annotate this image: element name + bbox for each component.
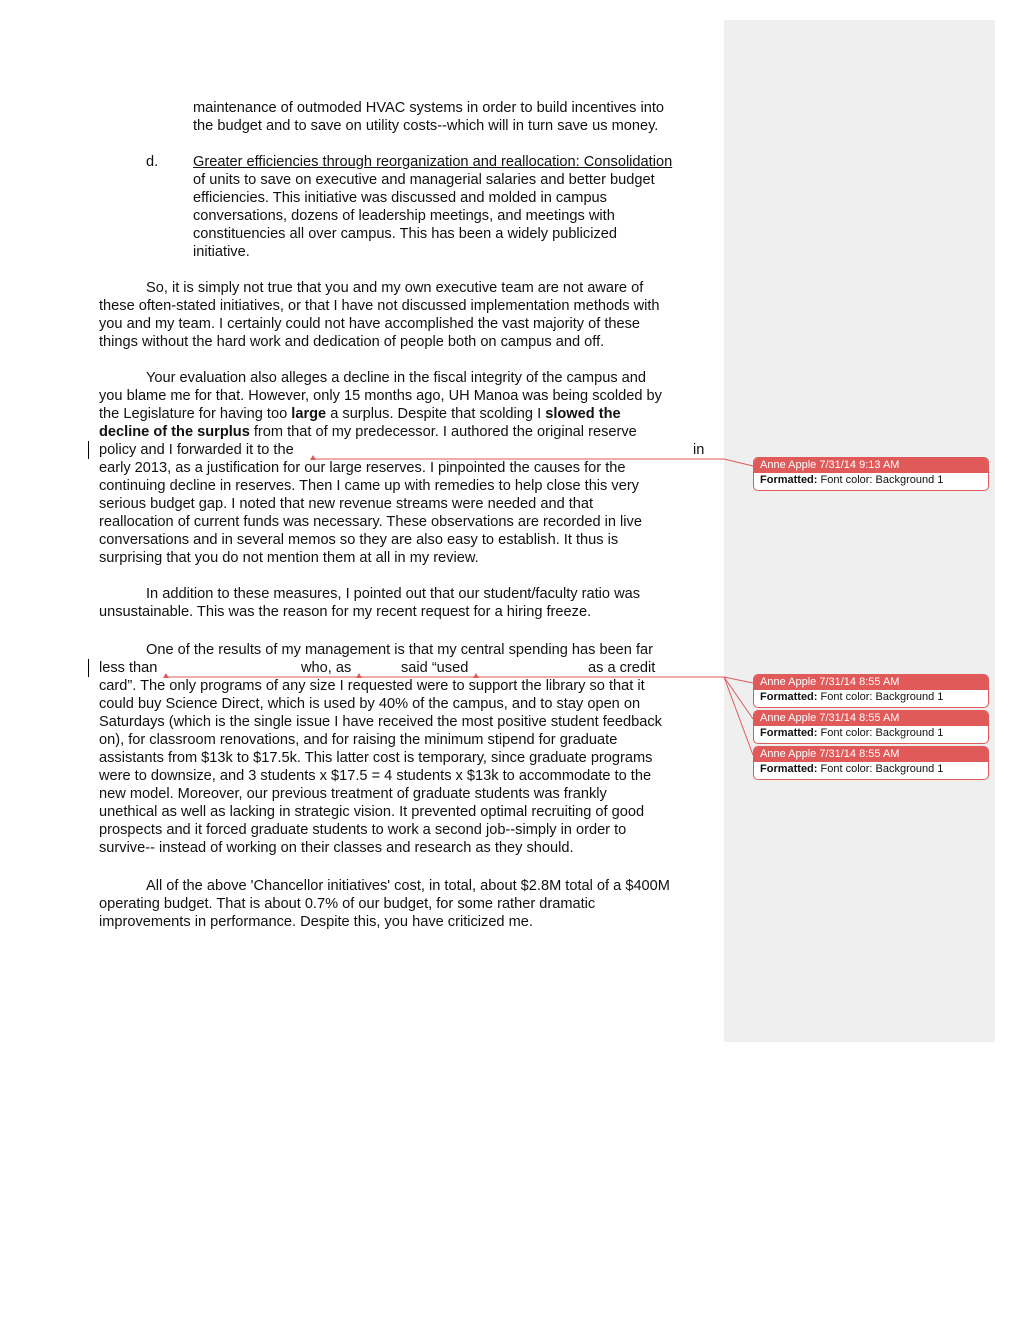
body-line: assistants from $13k to $17.5k. This latter cost is temporary, since graduate programs	[99, 750, 653, 766]
body-line: initiative.	[193, 244, 250, 260]
body-line: decline of the surplus from that of my predecessor. I authored the original reserve	[99, 424, 637, 440]
body-line: All of the above 'Chancellor initiatives' cost, in total, about $2.8M total of a $400M	[146, 878, 670, 894]
body-line: In addition to these measures, I pointed out that our student/faculty ratio was	[146, 586, 641, 602]
body-line: the Legislature for having too large a surplus. Despite that scolding I slowed the	[99, 406, 621, 422]
body-line: constituencies all over campus. This has been a widely publicized	[193, 226, 617, 242]
comment-body: Formatted: Font color: Background 1	[760, 727, 944, 739]
change-bar	[88, 659, 89, 677]
body-line: surprising that you do not mention them at all in my review.	[99, 550, 479, 566]
body-line: efficiencies. This initiative was discussed and molded in campus	[193, 190, 607, 206]
body-line: things without the hard work and dedication of people both on campus and off.	[99, 334, 605, 350]
body-line: the budget and to save on utility costs--which will in turn save us money.	[193, 118, 659, 134]
body-line: Saturdays (which is the single issue I have received the most positive student feedback	[99, 714, 662, 730]
body-line: early 2013, as a justification for our large reserves. I pinpointed the causes for the	[99, 460, 626, 476]
body-line: One of the results of my management is that my central spending has been far	[146, 642, 653, 658]
body-line: were to downsize, and 3 students x $17.5 = 4 students x $13k to accommodate to the	[99, 768, 652, 784]
comment-author-date: Anne Apple 7/31/14 9:13 AM	[754, 458, 988, 473]
body-line: unethical as well as lacking in strategic vision. It prevented optimal recruiting of good	[99, 804, 645, 820]
body-line: serious budget gap. I noted that new revenue streams were needed and that	[99, 496, 594, 512]
body-line: less than	[99, 660, 158, 676]
body-line: who, as	[301, 660, 352, 676]
body-line: could buy Science Direct, which is used by 40% of the campus, and to stay open on	[99, 696, 641, 712]
body-line: reallocation of current funds was necessary. These observations are recorded in live	[99, 514, 642, 530]
change-bar	[88, 441, 89, 459]
comment-author-date: Anne Apple 7/31/14 8:55 AM	[754, 711, 988, 726]
body-line: these often-stated initiatives, or that I have not discussed implementation methods with	[99, 298, 660, 314]
body-line: you blame me for that. However, only 15 months ago, UH Manoa was being scolded by	[99, 388, 662, 404]
comment-author-date: Anne Apple 7/31/14 8:55 AM	[754, 675, 988, 690]
comment-author-date: Anne Apple 7/31/14 8:55 AM	[754, 747, 988, 762]
list-label-d: d.	[146, 154, 159, 170]
body-line: of units to save on executive and managerial salaries and better budget	[193, 172, 655, 188]
body-line: prospects and it forced graduate students to work a second job--simply in order to	[99, 822, 627, 838]
comment-body: Formatted: Font color: Background 1	[760, 763, 944, 775]
body-line: Greater efficiencies through reorganization and reallocation: Consolidation	[193, 154, 673, 170]
body-line: said “used	[401, 660, 469, 676]
body-line: So, it is simply not true that you and my own executive team are not aware of	[146, 280, 644, 296]
body-line: conversations and in several memos so they are also easy to establish. It thus is	[99, 532, 619, 548]
body-line: improvements in performance. Despite this, you have criticized me.	[99, 914, 533, 930]
body-line: survive-- instead of working on their classes and research as they should.	[99, 840, 574, 856]
body-line: as a credit	[588, 660, 656, 676]
body-line: you and my team. I certainly could not have accomplished the vast majority of these	[99, 316, 641, 332]
body-line: in	[693, 442, 705, 458]
comment-margin-pane	[724, 20, 995, 1042]
body-line: on), for classroom renovations, and for raising the minimum stipend for graduate	[99, 732, 618, 748]
comment-balloon[interactable]	[753, 710, 989, 744]
body-line: card”. The only programs of any size I requested were to support the library so that it	[99, 678, 645, 694]
body-line: operating budget. That is about 0.7% of our budget, for some rather dramatic	[99, 896, 596, 912]
comment-body: Formatted: Font color: Background 1	[760, 691, 944, 703]
comment-balloon[interactable]	[753, 457, 989, 491]
body-line: Your evaluation also alleges a decline in the fiscal integrity of the campus and	[146, 370, 647, 386]
body-line: continuing decline in reserves. Then I came up with remedies to help close this very	[99, 478, 639, 494]
body-line: new model. Moreover, our previous treatment of graduate students was frankly	[99, 786, 607, 802]
body-line: unsustainable. This was the reason for my recent request for a hiring freeze.	[99, 604, 592, 620]
body-line: policy and I forwarded it to the	[99, 442, 294, 458]
body-line: maintenance of outmoded HVAC systems in order to build incentives into	[193, 100, 665, 116]
comment-balloon[interactable]	[753, 674, 989, 708]
comment-balloon[interactable]	[753, 746, 989, 780]
body-line: conversations, dozens of leadership meetings, and meetings with	[193, 208, 615, 224]
comment-body: Formatted: Font color: Background 1	[760, 474, 944, 486]
